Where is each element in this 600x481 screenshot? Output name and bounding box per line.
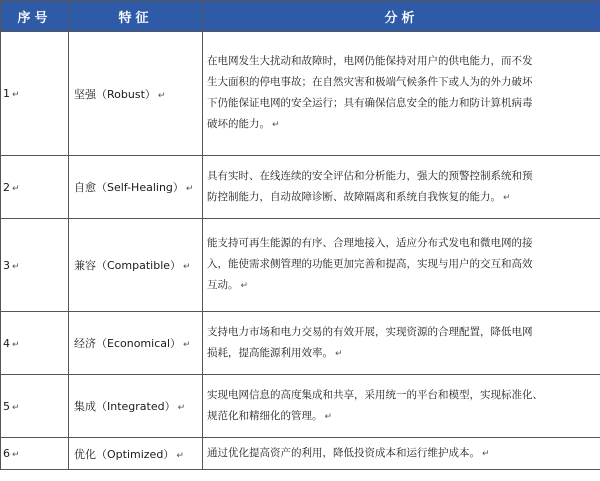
table-row — [1, 438, 600, 470]
row-analysis-cell — [203, 32, 600, 156]
row-analysis-cell — [203, 219, 600, 312]
analysis-line: 规范化和精细化的管理。 — [207, 409, 323, 422]
row-index: 5 — [3, 399, 10, 413]
header-index: 序号 — [1, 1, 69, 32]
analysis-line: 破坏的能力。 — [207, 118, 270, 130]
paragraph-mark-icon: ↵ — [503, 192, 511, 203]
row-index: 2 — [3, 180, 10, 194]
row-feature: 集成（Integrated） — [74, 400, 176, 413]
paragraph-mark-icon: ↵ — [12, 402, 20, 413]
row-feature: 兼容（Compatible） — [74, 259, 182, 272]
row-analysis-cell — [203, 375, 600, 438]
row-index: 1 — [3, 87, 10, 100]
analysis-line: 防控制能力，自动故障诊断、故障隔离和系统自我恢复的能力。 — [207, 190, 501, 203]
analysis-line: 能支持可再生能源的有序、合理地接入，适应分布式发电和微电网的接 — [207, 237, 533, 249]
row-index: 3 — [3, 258, 10, 272]
paragraph-mark-icon: ↵ — [185, 184, 194, 194]
table-row — [1, 312, 600, 375]
row-feature: 优化（Optimized） — [74, 447, 175, 461]
paragraph-mark-icon: ↵ — [324, 411, 333, 422]
paragraph-mark-icon: ↵ — [12, 183, 20, 194]
analysis-line: 互动。 — [207, 279, 239, 291]
paragraph-mark-icon: ↵ — [157, 90, 166, 101]
table-row — [1, 375, 600, 438]
paragraph-mark-icon: ↵ — [12, 339, 20, 350]
paragraph-mark-icon: ↵ — [12, 450, 20, 460]
row-analysis-cell — [203, 312, 600, 375]
table-row — [1, 219, 600, 312]
paragraph-mark-icon: ↵ — [177, 403, 186, 413]
row-index: 4 — [3, 336, 10, 350]
paragraph-mark-icon: ↵ — [12, 90, 20, 100]
table-row — [1, 32, 600, 156]
paragraph-mark-icon: ↵ — [272, 120, 280, 130]
row-index-cell — [1, 219, 69, 312]
analysis-line: 具有实时、在线连续的安全评估和分析能力，强大的预警控制系统和预 — [207, 169, 533, 182]
table-row — [1, 156, 600, 219]
row-analysis-cell — [203, 438, 600, 470]
paragraph-mark-icon: ↵ — [183, 262, 191, 272]
row-index-cell — [1, 375, 69, 438]
row-feature-cell — [69, 375, 203, 438]
paragraph-mark-icon: ↵ — [482, 448, 490, 459]
row-index-cell — [1, 312, 69, 375]
header-row — [1, 1, 600, 32]
analysis-line: 下仍能保证电网的安全运行；具有确保信息安全的能力和防计算机病毒 — [207, 97, 533, 109]
analysis-line: 损耗，提高能源利用效率。 — [207, 346, 333, 359]
row-feature-cell — [69, 219, 203, 312]
analysis-line: 实现电网信息的高度集成和共享，采用统一的平台和模型，实现标准化、 — [207, 388, 543, 401]
header-feature: 特征 — [69, 1, 203, 32]
row-feature-cell — [69, 32, 203, 156]
analysis-line: 通过优化提高资产的利用，降低投资成本和运行维护成本。 — [207, 446, 480, 459]
row-feature-cell — [69, 156, 203, 219]
row-index-cell — [1, 438, 69, 470]
row-index-cell — [1, 156, 69, 219]
row-feature-cell — [69, 438, 203, 470]
row-analysis-cell — [203, 156, 600, 219]
paragraph-mark-icon: ↵ — [176, 450, 184, 461]
analysis-line: 生大面积的停电事故；在自然灾害和极端气候条件下或人为的外力破坏 — [207, 76, 533, 88]
row-index: 6 — [3, 447, 10, 460]
row-feature: 坚强（Robust） — [74, 87, 156, 101]
analysis-line: 在电网发生大扰动和故障时，电网仍能保持对用户的供电能力，而不发 — [207, 55, 533, 67]
row-index-cell — [1, 32, 69, 156]
row-feature: 自愈（Self-Healing） — [74, 181, 184, 194]
paragraph-mark-icon: ↵ — [240, 281, 249, 291]
analysis-line: 入，能使需求侧管理的功能更加完善和提高，实现与用户的交互和高效 — [207, 258, 533, 270]
paragraph-mark-icon: ↵ — [335, 348, 343, 359]
row-feature-cell — [69, 312, 203, 375]
header-analysis: 分析 — [203, 1, 600, 32]
row-feature: 经济（Economical） — [74, 337, 182, 350]
analysis-line: 支持电力市场和电力交易的有效开展，实现资源的合理配置，降低电网 — [207, 325, 533, 338]
paragraph-mark-icon: ↵ — [12, 261, 20, 272]
paragraph-mark-icon: ↵ — [183, 340, 191, 350]
